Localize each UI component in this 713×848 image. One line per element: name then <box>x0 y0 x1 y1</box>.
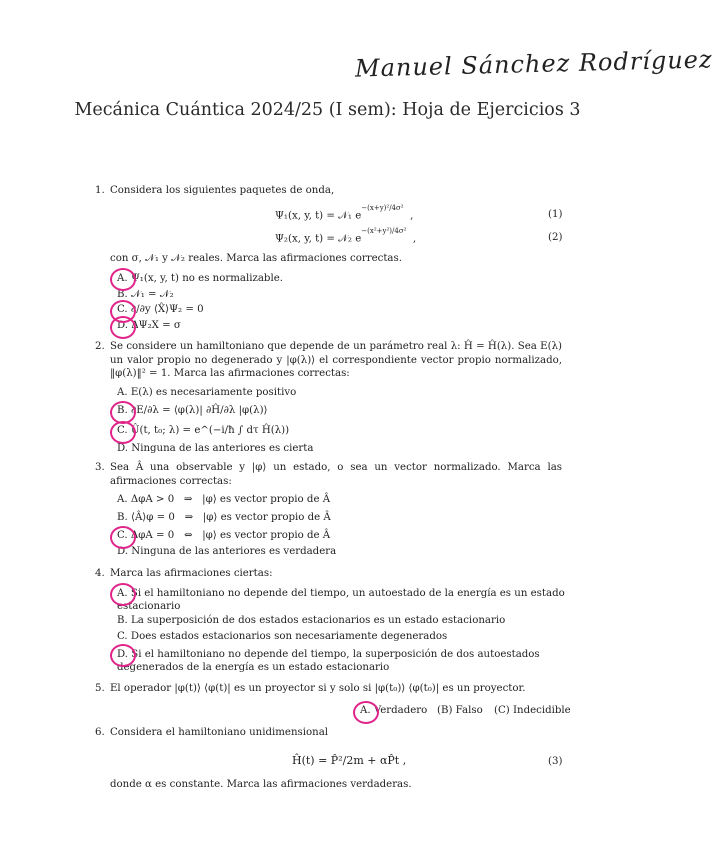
q3-c-selection-mark <box>110 526 136 549</box>
q1-equation-1-tag: (1) <box>548 209 563 220</box>
q2-prompt: Se considere un hamiltoniano que depende de un parámetro real λ: Ĥ = Ĥ(λ). Sea E(λ) un valor propio no degenerado y |φ(λ)⟩ el correspondiente vector propio normalizado, ‖φ(λ)‖² = 1. Marca las afirmaciones correctas: <box>110 341 562 379</box>
q5-prompt: El operador |φ(t)⟩ ⟨φ(t)| es un proyector si y solo si |φ(t₀)⟩ ⟨φ(t₀)| es un proyector. <box>110 683 526 694</box>
q2-option-c[interactable]: C. Û(t, t₀; λ) = e^(−i/ħ ∫ dτ Ĥ(λ)) <box>117 425 290 436</box>
q6-prompt: Considera el hamiltoniano unidimensional <box>110 727 329 738</box>
q1-option-b[interactable]: B. 𝒩₁ = 𝒩₂ <box>117 289 174 300</box>
q2-option-d[interactable]: D. Ninguna de las anteriores es cierta <box>117 443 314 454</box>
q1-option-a[interactable]: A. Ψ₁(x, y, t) no es normalizable. <box>117 273 283 284</box>
q4-option-b[interactable]: B. La superposición de dos estados estacionarios es un estado estacionario <box>117 615 506 626</box>
q1-equation-1: Ψ₁(x, y, t) = 𝒩₁ $e^{-(x+y)^2/4\sigma^2}$ , <box>275 204 414 222</box>
q5-option-b[interactable]: (B) Falso <box>437 705 483 716</box>
q1-option-d[interactable]: D. ΔΨ₂X = σ <box>117 320 181 331</box>
q1-a-selection-mark <box>110 268 136 291</box>
q1-d-selection-mark <box>110 316 136 339</box>
q2-option-a[interactable]: A. E(λ) es necesariamente positivo <box>117 387 297 398</box>
q3-option-a[interactable]: A. ΔφA > 0 ⇒ |φ⟩ es vector propio de Â <box>117 494 331 505</box>
q6-condition: donde α es constante. Marca las afirmaciones verdaderas. <box>110 779 412 790</box>
q3-option-c[interactable]: C. ΔφA = 0 ⇔ |φ⟩ es vector propio de Â <box>117 530 331 541</box>
q2-c-selection-mark <box>110 421 136 444</box>
q2-number: 2. <box>95 341 105 352</box>
q6-equation-tag: (3) <box>548 756 563 767</box>
q5-option-c[interactable]: (C) Indecidible <box>494 705 571 716</box>
q3-prompt: Sea Â una observable y |φ⟩ un estado, o sea un vector normalizado. Marca las afirmaciones correctas: <box>110 462 562 487</box>
q4-a-selection-mark <box>110 583 136 606</box>
page-title: Mecánica Cuántica 2024/25 (I sem): Hoja de Ejercicios 3 <box>74 100 581 120</box>
q3-number: 3. <box>95 462 105 473</box>
handwritten-signature: Manuel Sánchez Rodríguez <box>354 45 713 83</box>
q4-option-a[interactable]: A. Si el hamiltoniano no depende del tiempo, un autoestado de la energía es un estado estacionario <box>117 588 565 612</box>
q3-option-b[interactable]: B. ⟨Â⟩φ = 0 ⇒ |φ⟩ es vector propio de Â <box>117 512 331 523</box>
q6-number: 6. <box>95 727 105 738</box>
q1-prompt: Considera los siguientes paquetes de onda, <box>110 185 335 196</box>
q1-number: 1. <box>95 185 105 196</box>
q1-condition: con σ, 𝒩₁ y 𝒩₂ reales. Marca las afirmaciones correctas. <box>110 253 402 264</box>
q1-equation-2: Ψ₂(x, y, t) = 𝒩₂ $e^{-(x^2+y^2)/4\sigma^2}$ , <box>275 227 417 245</box>
q6-equation: Ĥ(t) = P̂²/2m + αP̂t , <box>292 754 407 767</box>
q4-option-d[interactable]: D. Si el hamiltoniano no depende del tiempo, la superposición de dos autoestados degenerados de la energía es un estado estacionario <box>117 649 540 673</box>
q4-option-c[interactable]: C. Does estados estacionarios son necesariamente degenerados <box>117 631 448 642</box>
q5-number: 5. <box>95 683 105 694</box>
q4-number: 4. <box>95 568 105 579</box>
q5-a-selection-mark <box>353 701 379 724</box>
q3-option-d[interactable]: D. Ninguna de las anteriores es verdadera <box>117 546 337 557</box>
q4-d-selection-mark <box>110 644 136 667</box>
q2-option-b[interactable]: B. ∂E/∂λ = ⟨φ(λ)| ∂Ĥ/∂λ |φ(λ)⟩ <box>117 405 268 416</box>
q5-option-a[interactable]: A. Verdadero <box>360 705 428 716</box>
q4-prompt: Marca las afirmaciones ciertas: <box>110 568 273 579</box>
q1-option-c[interactable]: C. ∂/∂y ⟨X̂⟩Ψ₂ = 0 <box>117 304 204 315</box>
q1-equation-2-tag: (2) <box>548 232 563 243</box>
